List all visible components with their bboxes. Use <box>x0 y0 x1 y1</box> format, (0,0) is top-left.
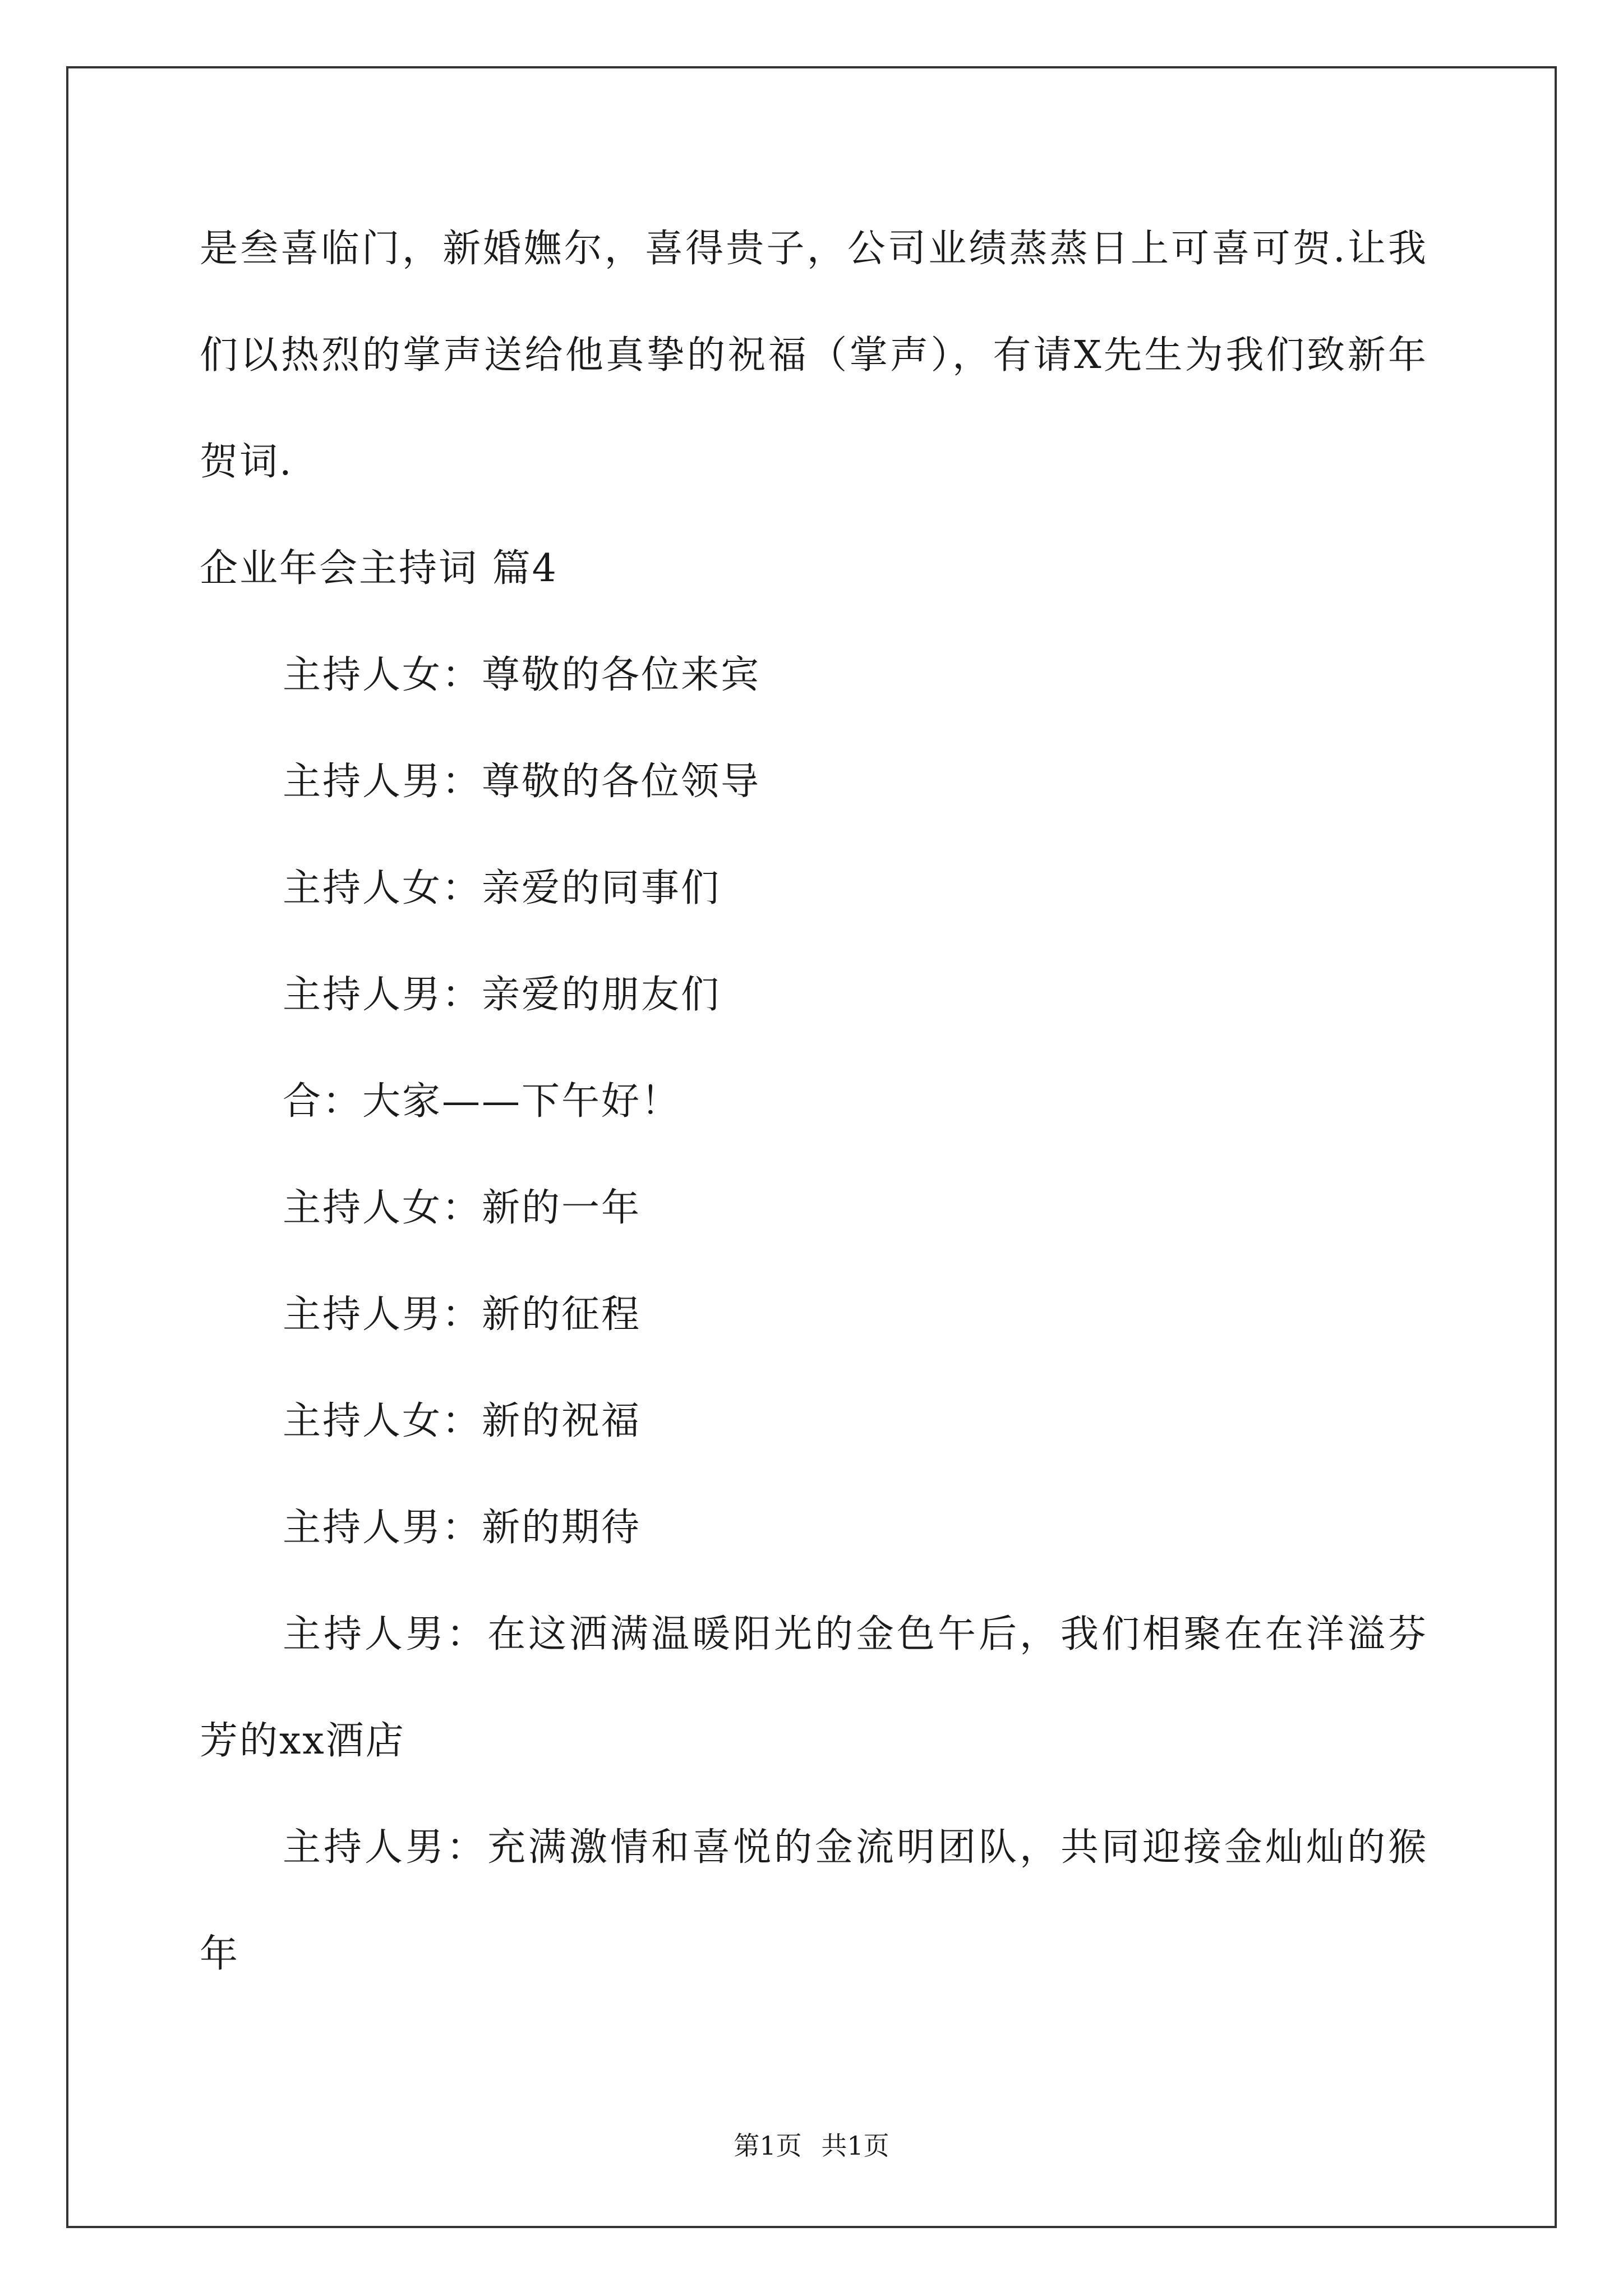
section-heading: 企业年会主持词 篇4 <box>200 546 558 591</box>
page-number-current: 第1页 <box>734 2131 802 2161</box>
text-line: 们以热烈的掌声送给他真挚的祝福（掌声），有请X先生为我们致新年 <box>200 333 1428 378</box>
dialogue-line: 合：大家——下午好！ <box>283 1079 681 1124</box>
dialogue-line: 主持人女：亲爱的同事们 <box>283 866 721 910</box>
text-line: 芳的xx酒店 <box>200 1719 405 1763</box>
dialogue-line: 主持人男：新的征程 <box>283 1292 642 1337</box>
page-number-total: 共1页 <box>821 2131 889 2161</box>
text-line: 是叁喜临门，新婚嫵尔，喜得贵子，公司业绩蒸蒸日上可喜可贺.让我 <box>200 227 1428 271</box>
dialogue-line: 主持人女：新的一年 <box>283 1186 642 1230</box>
text-line: 贺词. <box>200 440 293 484</box>
text-line: 主持人男：充满激情和喜悦的金流明团队，共同迎接金灿灿的猴 <box>283 1825 1428 1870</box>
dialogue-line: 主持人男：新的期待 <box>283 1506 642 1550</box>
dialogue-line: 主持人男：尊敬的各位领导 <box>283 760 761 804</box>
text-line: 主持人男：在这洒满温暖阳光的金色午后，我们相聚在在洋溢芬 <box>283 1612 1428 1657</box>
dialogue-line: 主持人女：新的祝福 <box>283 1399 642 1443</box>
dialogue-line: 主持人男：亲爱的朋友们 <box>283 973 721 1017</box>
text-line: 年 <box>200 1932 240 1976</box>
dialogue-line: 主持人女：尊敬的各位来宾 <box>283 653 761 697</box>
page-footer <box>0 2133 1623 2159</box>
page-border <box>66 66 1557 2228</box>
